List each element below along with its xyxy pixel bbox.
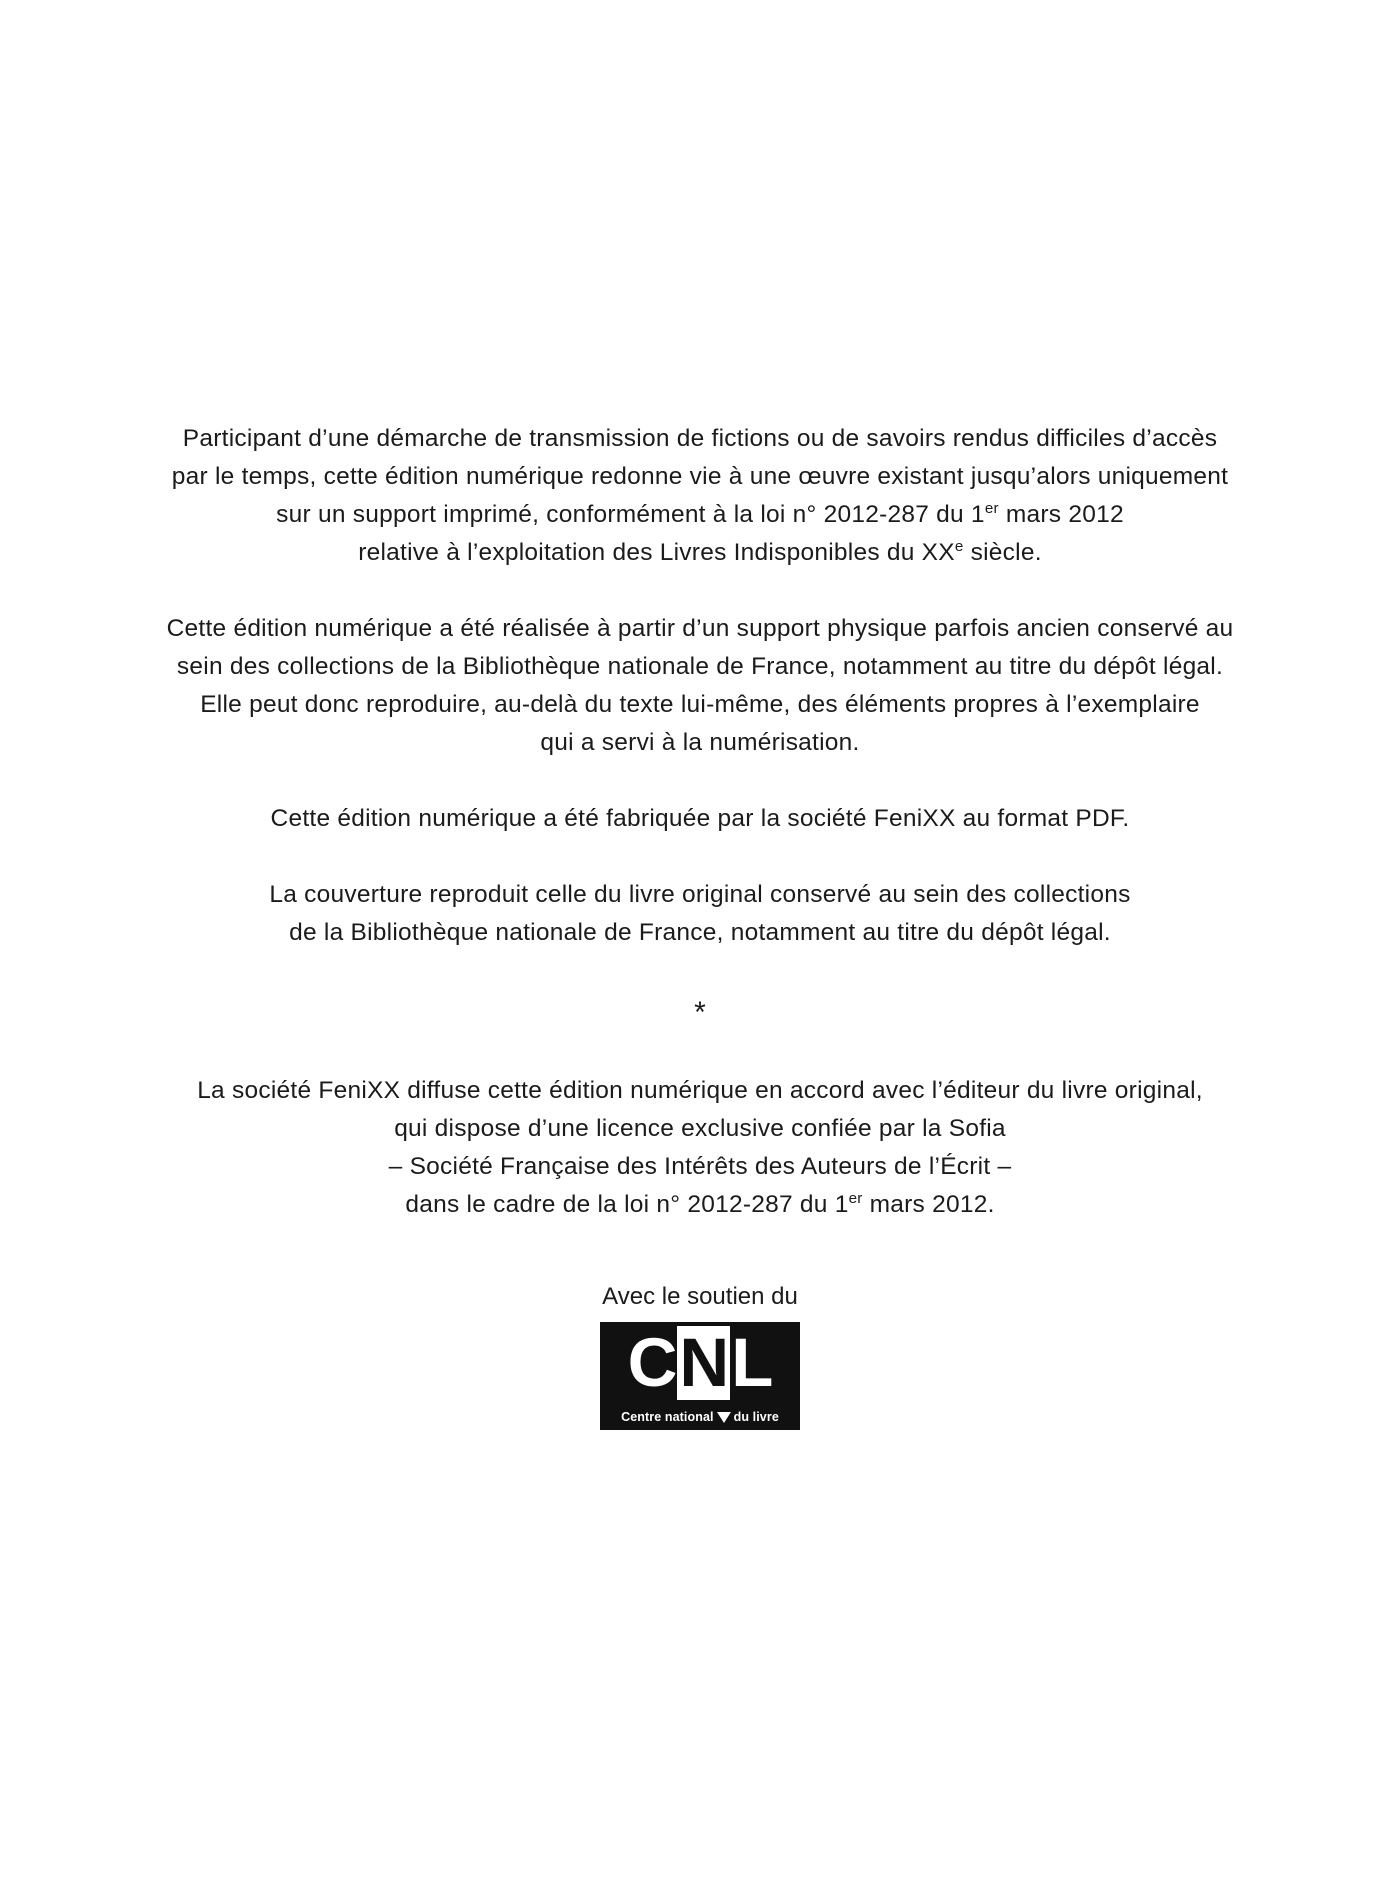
legal-notice-block [0, 420, 1400, 1430]
paragraph-source [140, 610, 1260, 762]
separator-asterisk: * [694, 996, 706, 1029]
paragraph-format-line-1: Cette édition numérique a été fabriquée par la société FeniXX au format PDF. [270, 805, 1130, 832]
cnl-letter-n: N [679, 1324, 729, 1401]
cnl-subtitle-left: Centre national [621, 1410, 714, 1424]
paragraph-source-line-3: Elle peut donc reproduire, au-delà du texte lui-même, des éléments propres à l’exemplaire [200, 691, 1200, 718]
paragraph-cover-line-2: de la Bibliothèque nationale de France, notamment au titre du dépôt légal. [289, 919, 1111, 946]
cnl-logo-subtitle [600, 1410, 800, 1425]
paragraph-license-line-3: – Société Française des Intérêts des Auteurs de l’Écrit – [388, 1153, 1012, 1180]
cnl-logo-letters [600, 1326, 800, 1400]
paragraph-cover [140, 876, 1260, 952]
support-section [0, 1282, 1400, 1430]
paragraph-intro-line-3-a: sur un support imprimé, conformément à la loi n° 2012-287 du 1 [276, 501, 985, 528]
paragraph-license-line-4-a: dans le cadre de la loi n° 2012-287 du 1 [405, 1191, 849, 1218]
paragraph-intro-line-2: par le temps, cette édition numérique redonne vie à une œuvre existant jusqu’alors uniquement [171, 463, 1229, 490]
paragraph-source-line-1: Cette édition numérique a été réalisée à partir d’un support physique parfois ancien conservé au [166, 615, 1234, 642]
paragraph-license [140, 1072, 1260, 1224]
paragraph-license-line-2: qui dispose d’une licence exclusive confiée par la Sofia [394, 1115, 1006, 1142]
cnl-subtitle-right: du livre [733, 1410, 779, 1424]
cnl-logo-icon [600, 1322, 800, 1430]
triangle-icon [717, 1412, 731, 1423]
paragraph-intro [140, 420, 1260, 572]
paragraph-intro-line-3-b: mars 2012 [998, 501, 1124, 528]
logo-container [0, 1322, 1400, 1430]
paragraph-source-line-4: qui a servi à la numérisation. [540, 729, 860, 756]
paragraph-license-line-1: La société FeniXX diffuse cette édition numérique en accord avec l’éditeur du livre original, [197, 1077, 1203, 1104]
paragraph-intro-line-4-a: relative à l’exploitation des Livres Indisponibles du XX [358, 539, 955, 566]
cnl-letter-l: L [731, 1324, 773, 1401]
paragraph-intro-line-1: Participant d’une démarche de transmission de fictions ou de savoirs rendus difficiles d’accès [182, 425, 1218, 452]
paragraph-license-line-4-b: mars 2012. [862, 1191, 995, 1218]
superscript-e: e [954, 537, 964, 555]
cnl-letter-c: C [627, 1324, 677, 1401]
superscript-er: er [984, 499, 999, 517]
paragraph-cover-line-1: La couverture reproduit celle du livre original conservé au sein des collections [269, 881, 1131, 908]
paragraph-intro-line-4-b: siècle. [963, 539, 1042, 566]
paragraph-format [140, 800, 1260, 838]
support-label: Avec le soutien du [602, 1283, 798, 1310]
paragraph-source-line-2: sein des collections de la Bibliothèque nationale de France, notamment au titre du dépôt légal. [176, 653, 1224, 680]
superscript-er-2: er [848, 1189, 863, 1207]
